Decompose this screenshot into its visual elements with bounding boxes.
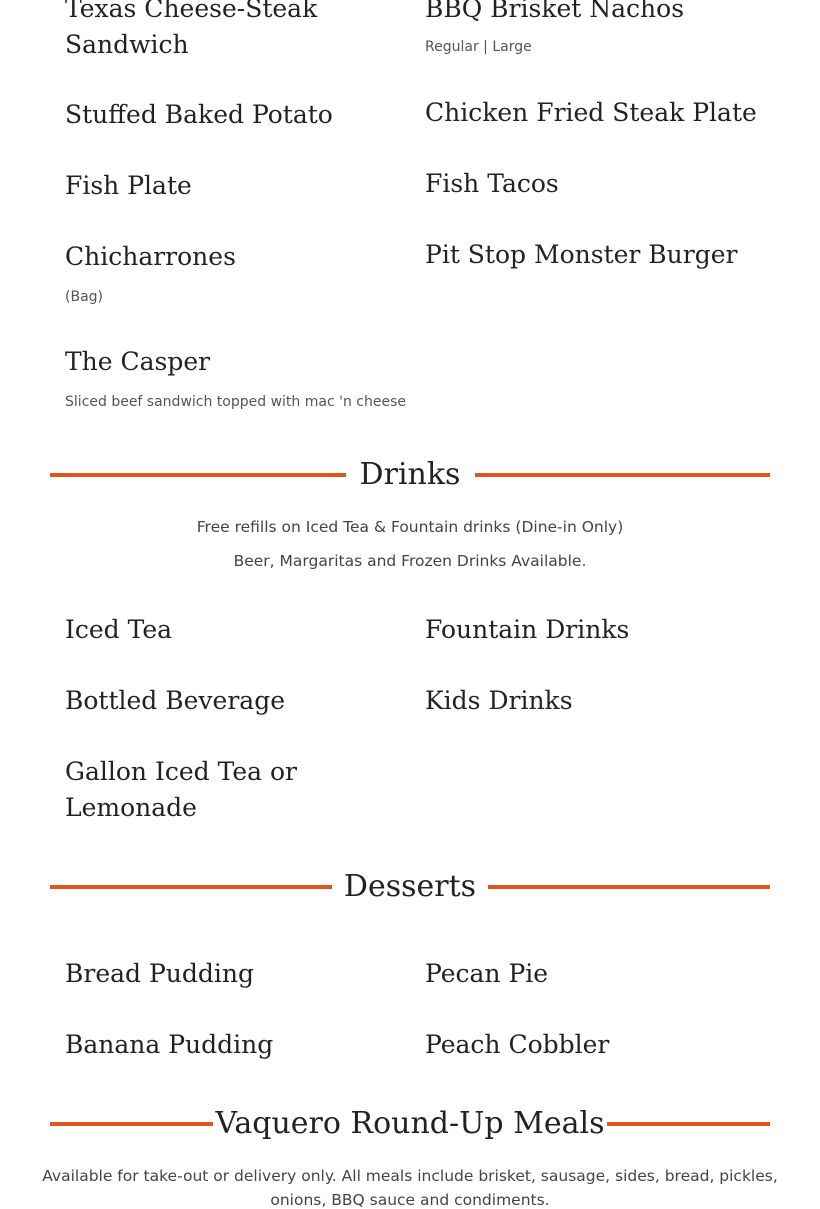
section-header-roundup-meals (50, 1104, 770, 1144)
menu-item-fish-tacos (425, 166, 765, 202)
menu-item-the-casper (65, 344, 425, 411)
menu-item-bottled-beverage (65, 683, 405, 719)
item-name: Bottled Beverage (65, 686, 285, 715)
item-name: Peach Cobbler (425, 1030, 610, 1059)
item-name: Texas Cheese-Steak Sandwich (65, 0, 318, 59)
item-name: Iced Tea (65, 615, 173, 644)
menu-item-pecan-pie (425, 956, 765, 992)
section-header-drinks (50, 455, 770, 495)
item-name: Pecan Pie (425, 959, 549, 988)
item-name: Chicken Fried Steak Plate (425, 98, 757, 127)
drinks-availability-note: Beer, Margaritas and Frozen Drinks Available. (233, 552, 587, 570)
item-name: Chicharrones (65, 242, 236, 271)
item-name: Fountain Drinks (425, 615, 630, 644)
item-description: (Bag) (65, 289, 103, 305)
item-name: Fish Tacos (425, 169, 559, 198)
section-header-desserts (50, 867, 770, 907)
section-title: Drinks (359, 457, 461, 492)
item-name: BBQ Brisket Nachos (425, 0, 685, 23)
item-description: Sliced beef sandwich topped with mac 'n cheese (65, 394, 406, 410)
item-name: Kids Drinks (425, 686, 573, 715)
menu-item-chicharrones (65, 239, 405, 306)
menu-item-iced-tea (65, 612, 405, 648)
item-name: Banana Pudding (65, 1030, 274, 1059)
menu-item-bread-pudding (65, 956, 405, 992)
section-title: Desserts (343, 869, 477, 904)
item-description: Regular | Large (425, 39, 532, 55)
menu-item-texas-cheese-steak (65, 0, 405, 63)
drinks-refill-note: Free refills on Iced Tea & Fountain drinks (Dine-in Only) (196, 518, 624, 536)
menu-item-fish-plate (65, 168, 405, 204)
menu-item-bbq-brisket-nachos (425, 0, 765, 56)
menu-item-gallon-iced-tea (65, 754, 355, 826)
item-name: Gallon Iced Tea or Lemonade (65, 757, 297, 822)
menu-item-banana-pudding (65, 1027, 405, 1063)
menu-item-stuffed-baked-potato (65, 97, 405, 133)
item-name: Pit Stop Monster Burger (425, 240, 738, 269)
roundup-availability-note: Available for take-out or delivery only. All meals include brisket, sausage, sides, bread, pickles, onions, BBQ sauce and condiments. (42, 1167, 778, 1209)
section-title: Vaquero Round-Up Meals (215, 1106, 605, 1141)
item-name: Stuffed Baked Potato (65, 100, 333, 129)
item-name: Bread Pudding (65, 959, 255, 988)
menu-item-kids-drinks (425, 683, 765, 719)
menu-item-pit-stop-monster-burger (425, 237, 765, 273)
item-name: Fish Plate (65, 171, 192, 200)
menu-item-chicken-fried-steak-plate (425, 95, 765, 131)
item-name: The Casper (65, 347, 211, 376)
menu-item-fountain-drinks (425, 612, 765, 648)
menu-item-peach-cobbler (425, 1027, 765, 1063)
